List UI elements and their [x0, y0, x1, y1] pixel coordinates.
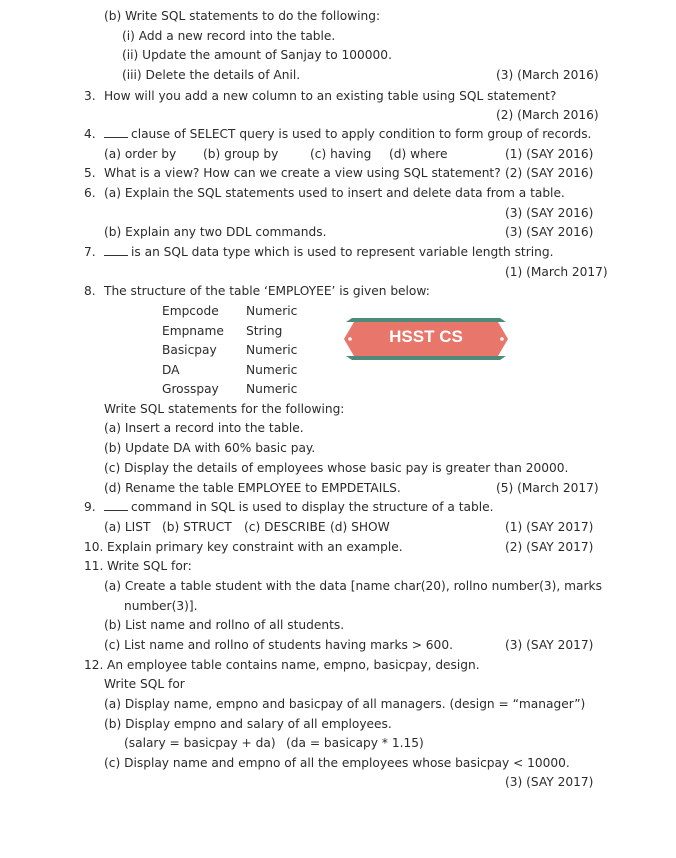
question-number: 7.	[84, 245, 96, 259]
question-text: (a) Explain the SQL statements used to insert and delete data from a table.	[104, 186, 565, 200]
option: (d) where	[389, 147, 448, 161]
option: (c) DESCRIBE	[244, 520, 326, 534]
field-name: Basicpay	[162, 343, 217, 357]
marks-ref: (1) (SAY 2017)	[505, 520, 594, 534]
question-number: 6.	[84, 186, 96, 200]
question-text: An employee table contains name, empno, basicpay, design.	[107, 658, 480, 672]
question-number: 5.	[84, 166, 96, 180]
sub-item: (a) Insert a record into the table.	[104, 421, 304, 435]
marks-ref: (2) (SAY 2016)	[505, 166, 594, 180]
q2b-item: (iii) Delete the details of Anil.	[122, 68, 301, 82]
question-number: 3.	[84, 89, 96, 103]
option: (a) LIST	[104, 520, 151, 534]
q2b-item: (i) Add a new record into the table.	[122, 29, 336, 43]
question-text: Write SQL for	[104, 677, 185, 691]
marks-ref: (3) (SAY 2016)	[505, 206, 594, 220]
sub-item-cont: number(3)].	[124, 599, 198, 613]
question-number: 10.	[84, 540, 104, 554]
formula: (salary = basicpay + da)	[124, 736, 276, 750]
marks-ref: (5) (March 2017)	[496, 481, 599, 495]
question-text: Write SQL statements for the following:	[104, 402, 345, 416]
sub-item: (b) List name and rollno of all students.	[104, 618, 345, 632]
formula: (da = basicapy * 1.15)	[286, 736, 424, 750]
question-text: Write SQL for:	[107, 559, 192, 573]
answer-blank	[104, 255, 128, 256]
sub-item: (d) Rename the table EMPLOYEE to EMPDETAILS.	[104, 481, 401, 495]
field-type: Numeric	[246, 304, 298, 318]
sub-item: (b) Display empno and salary of all employees.	[104, 717, 392, 731]
question-number: 4.	[84, 127, 96, 141]
question-text: Explain primary key constraint with an example.	[107, 540, 403, 554]
field-type: Numeric	[246, 382, 298, 396]
sub-item: (c) List name and rollno of students having marks > 600.	[104, 638, 453, 652]
question-number: 8.	[84, 284, 96, 298]
field-name: Empcode	[162, 304, 219, 318]
marks-ref: (1) (SAY 2016)	[505, 147, 594, 161]
field-name: Empname	[162, 324, 224, 338]
question-text: The structure of the table ‘EMPLOYEE’ is given below:	[104, 284, 430, 298]
sub-item: (a) Display name, empno and basicpay of all managers. (design = “manager”)	[104, 697, 586, 711]
marks-ref: (2) (SAY 2017)	[505, 540, 594, 554]
question-text: (b) Explain any two DDL commands.	[104, 225, 327, 239]
marks-ref: (1) (March 2017)	[505, 265, 608, 279]
question-text: is an SQL data type which is used to represent variable length string.	[104, 244, 553, 260]
watermark-badge	[342, 317, 510, 361]
option: (c) having	[310, 147, 372, 161]
q2b-title: (b) Write SQL statements to do the following:	[104, 9, 381, 23]
sub-item: (b) Update DA with 60% basic pay.	[104, 441, 316, 455]
field-type: Numeric	[246, 363, 298, 377]
marks-ref: (3) (March 2016)	[496, 68, 599, 82]
option: (b) STRUCT	[162, 520, 232, 534]
question-number: 9.	[84, 500, 96, 514]
question-text: How will you add a new column to an existing table using SQL statement?	[104, 89, 557, 103]
field-name: DA	[162, 363, 180, 377]
badge-label: HSST CS	[389, 327, 463, 346]
question-number: 11.	[84, 559, 104, 573]
field-type: String	[246, 324, 283, 338]
question-text: What is a view? How can we create a view using SQL statement?	[104, 166, 501, 180]
question-number: 12.	[84, 658, 104, 672]
q2b-item: (ii) Update the amount of Sanjay to 100000.	[122, 48, 392, 62]
marks-ref: (3) (SAY 2016)	[505, 225, 594, 239]
option: (d) SHOW	[330, 520, 390, 534]
sub-item: (c) Display the details of employees whose basic pay is greater than 20000.	[104, 461, 569, 475]
marks-ref: (2) (March 2016)	[496, 108, 599, 122]
field-name: Grosspay	[162, 382, 219, 396]
option: (b) group by	[203, 147, 279, 161]
marks-ref: (3) (SAY 2017)	[505, 775, 594, 789]
answer-blank	[104, 510, 128, 511]
question-text: command in SQL is used to display the structure of a table.	[104, 499, 494, 515]
option: (a) order by	[104, 147, 177, 161]
sub-item: (a) Create a table student with the data [name char(20), rollno number(3), marks	[104, 579, 602, 593]
field-type: Numeric	[246, 343, 298, 357]
marks-ref: (3) (SAY 2017)	[505, 638, 594, 652]
answer-blank	[104, 137, 128, 138]
sub-item: (c) Display name and empno of all the employees whose basicpay < 10000.	[104, 756, 570, 770]
question-text: clause of SELECT query is used to apply condition to form group of records.	[104, 126, 591, 142]
